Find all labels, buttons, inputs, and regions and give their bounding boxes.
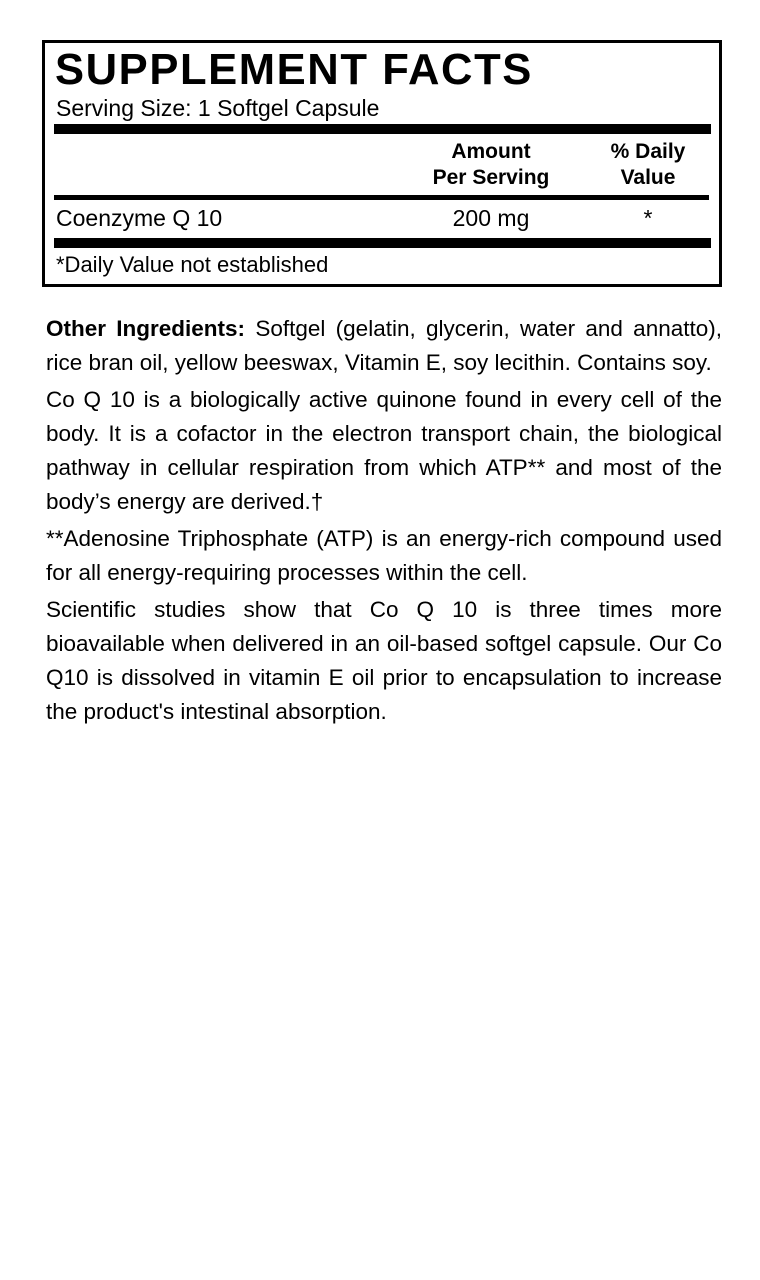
column-header-amount-line1: Amount [451, 140, 531, 163]
serving-size-text: Serving Size: 1 Softgel Capsule [56, 95, 380, 121]
other-ingredients-paragraph [46, 312, 722, 380]
column-header-daily-value-line2: Value [620, 166, 676, 189]
column-header-daily-value [584, 139, 712, 191]
other-ingredients-label: Other Ingredients: [46, 316, 246, 341]
column-header-amount-line2: Per Serving [432, 166, 550, 189]
nutrient-daily-value: * [643, 205, 653, 231]
column-header-amount [398, 139, 584, 191]
supplement-facts-panel [42, 40, 722, 287]
nutrient-amount: 200 mg [452, 205, 530, 231]
facts-header-row [53, 134, 712, 195]
scientific-studies-paragraph: Scientific studies show that Co Q 10 is three times more bioavailable when delivered in an oil-based softgel capsule. Our Co Q10 is dissolved in vitamin E oil prior to encapsulation to increase the product's intestinal absorption. [46, 597, 722, 724]
table-row [53, 200, 712, 238]
atp-definition-paragraph: **Adenosine Triphosphate (ATP) is an energy-rich compound used for all energy-requiring processes within the cell. [46, 526, 722, 585]
rule-thick-bottom [54, 238, 711, 248]
coq10-description-paragraph: Co Q 10 is a biologically active quinone found in every cell of the body. It is a cofactor in the electron transport chain, the biological pathway in cellular respiration from which ATP** and most of the body’s energy are derived.† [46, 387, 722, 514]
page-title: SUPPLEMENT FACTS [55, 45, 533, 94]
body-copy [46, 312, 722, 729]
nutrient-name: Coenzyme Q 10 [56, 205, 223, 231]
other-ingredients-text: Softgel (gelatin, glycerin, water and annatto), rice bran oil, yellow beeswax, Vitamin E, soy lecithin. Contains soy. [46, 316, 722, 375]
column-header-daily-value-line1: % Daily [610, 140, 686, 163]
daily-value-footnote: *Daily Value not established [56, 252, 329, 277]
rule-thick-top [54, 124, 711, 134]
supplement-facts-inner [45, 45, 719, 284]
